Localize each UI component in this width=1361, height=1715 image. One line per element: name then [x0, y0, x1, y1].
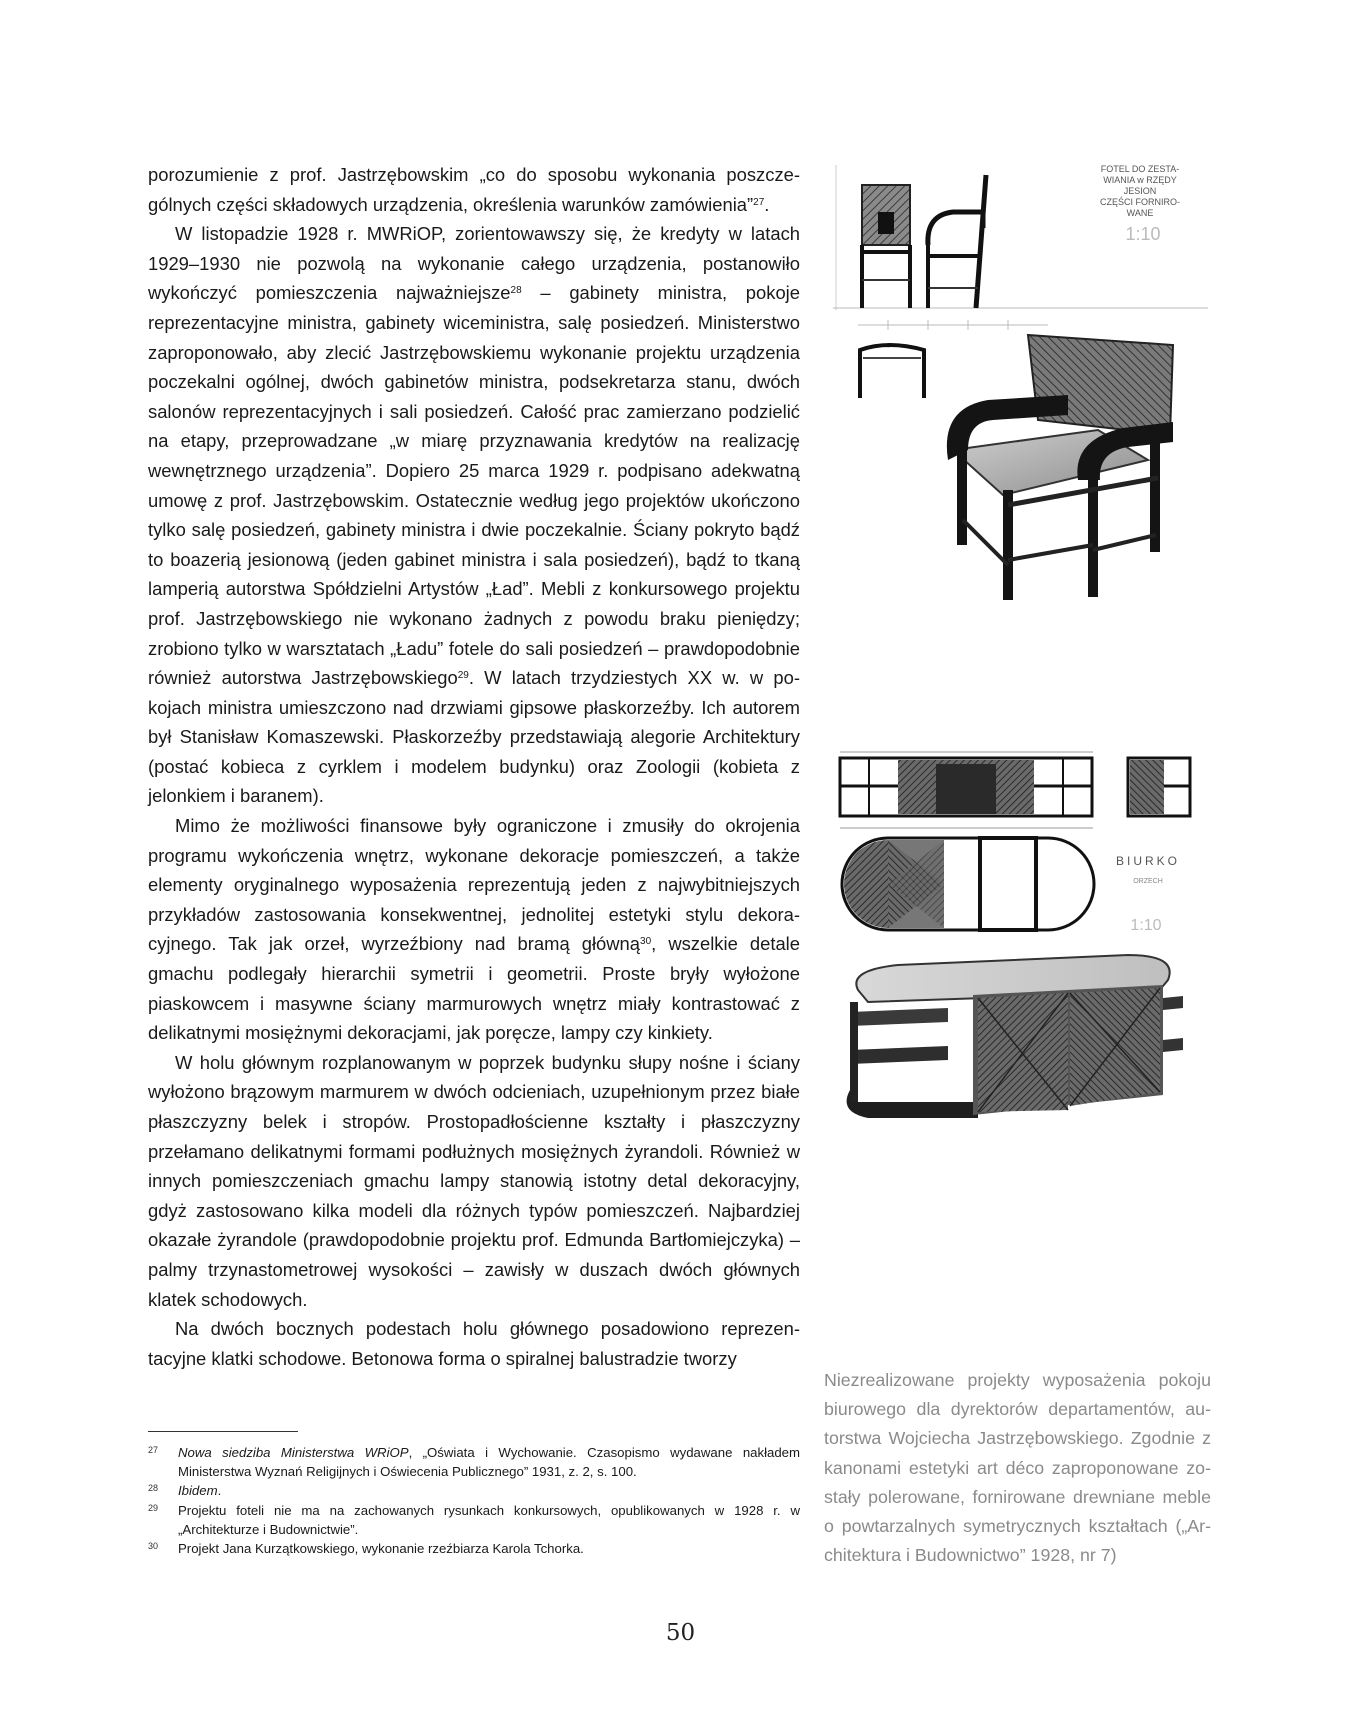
footnote-ref-28[interactable]: 28	[510, 285, 522, 297]
svg-text:ORZECH: ORZECH	[1133, 878, 1163, 885]
armchair-front-view	[862, 185, 910, 308]
footnote-ref-27[interactable]: 27	[753, 196, 765, 208]
paragraph-3: Mimo że możliwości finansowe były ograniczone i zmusiły do okrojenia programu wykończenia wnętrz, wykonane dekoracje pomieszczeń, a także elementy oryginalnego wyposażenia reprezentują jeden z najwybitniejszych przykładów zastosowania konsekwentnej, jednolitej estetyki stylu dekoracyjnego. Tak jak orzeł, wyrzeźbiony nad bramą główną$^{30}$, wszelkie detale gmachu podlegały hierarchii symetrii i geometrii. Proste bryły wyłożone piaskowcem i masywne ściany marmurowych wnętrz miały kontrastować z delikatnymi mosiężnymi dekoracjami, jak poręcze, lampy czy kinkiety.	[148, 815, 800, 1044]
footnote-30: 30 Projekt Jana Kurzątkowskiego, wykonanie rzeźbiarza Karola Tchorka.	[148, 1541, 584, 1557]
svg-text:BIURKO: BIURKO	[1115, 854, 1181, 868]
svg-text:1:10: 1:10	[1130, 917, 1162, 934]
footnote-ref-30[interactable]: 30	[640, 936, 652, 948]
svg-text:WIANIA w RZĘDY: WIANIA w RZĘDY	[1103, 175, 1177, 185]
svg-text:FOTEL DO ZESTA-: FOTEL DO ZESTA-	[1100, 164, 1180, 174]
figure-caption: Niezrealizowane projekty wyposażenia pokoju biurowego dla dyrektorów departamentów, autorstwa Wojciecha Jastrzębowskiego. Zgodnie z kanonami estetyki art déco zaproponowane zostały polerowane, fornirowane drewniane meble o powtarzalnych symetrycznych kształtach („Architektura i Budownictwo” 1928, nr 7)	[824, 1370, 1211, 1566]
desk-front-elevation	[840, 758, 1092, 816]
paragraph-1: porozumienie z prof. Jastrzębowskim „co do sposobu wykonania poszczególnych części składowych urządzenia, określenia warunków zamówienia”$^{27}$.	[148, 164, 800, 215]
svg-text:WANE: WANE	[1126, 208, 1154, 218]
footnote-29: 29 Projektu foteli nie ma na zachowanych rysunkach konkursowych, opublikowanych w 1928 r. w „Architekturze i Budownictwie”.	[148, 1502, 800, 1537]
paragraph-4: W holu głównym rozplanowanym w poprzek budynku słupy nośne i ściany wyłożono brązowym marmurem w dwóch odcieniach, uzupełnionym przez białe płaszczyzny belek i stropów. Prostopadłościenne kształty i płaszczyzny przełamano delikatnymi formami podłużnych mosiężnych żyrandoli. Również w innych pomieszczeniach gmachu lampy stanowią istotny detal dekoracyjny, gdyż zastosowano kilka modeli dla różnych typów pomieszczeń. Najbardziej okazałe żyrandole (prawdopodobnie projektu prof. Edmunda Bartłomiejczyka) – palmy trzynastometrowej wysokości – zawisły w duszach dwóch głównych klatek schodowych.	[148, 1051, 800, 1310]
armchair-side-view	[928, 175, 986, 308]
svg-text:JESION: JESION	[1123, 186, 1157, 196]
footnotes	[148, 1443, 800, 1558]
footnote-separator	[148, 1431, 298, 1432]
armchair-plan-view	[860, 345, 924, 398]
footnote-27: 27 Nowa siedziba Ministerstwa WRiOP, „Oświata i Wychowanie. Czasopismo wydawane nakładem Ministerstwa Wyznań Religijnych i Oświecenia Publicznego” 1931, z. 2, s. 100.	[148, 1445, 800, 1480]
paragraph-5: Na dwóch bocznych podestach holu głównego posadowiono reprezentacyjne klatki schodowe. Betonowa forma o spiralnej balustradzie tworzy	[148, 1318, 800, 1369]
desk-side-elevation	[1128, 758, 1190, 816]
armchair-drawing-figure	[828, 160, 1218, 660]
footnote-28: 28 Ibidem.	[148, 1483, 222, 1499]
desk-perspective-view	[847, 955, 1183, 1118]
page-number: 50	[665, 1620, 696, 1646]
armchair-perspective-view	[947, 335, 1173, 600]
desk-plan-view	[842, 838, 1094, 930]
footnote-ref-29[interactable]: 29	[457, 670, 469, 682]
svg-text:1:10: 1:10	[1125, 224, 1161, 244]
paragraph-2: W listopadzie 1928 r. MWRiOP, zorientowawszy się, że kredyty w latach 1929–1930 nie pozwolą na wykonanie całego urządzenia, postanowiło wykończyć pomieszczenia najważniejsze$^{28}$ – gabinety ministra, pokoje reprezentacyjne ministra, gabinety wiceministra, salę posiedzeń. Ministerstwo zaproponowało, aby zlecić Jastrzębowskiemu wykonanie projektu urządzenia poczekalni ogólnej, dwóch gabinetów ministra, podsekretarza stanu, dwóch salonów reprezentacyjnych i sali posiedzeń. Całość prac zamierzano podzielić na etapy, przeprowadzane „w miarę przyznawania kredytów na realizację wewnętrznego urządzenia”. Dopiero 25 marca 1929 r. podpisano adekwatną umowę z prof. Jastrzębowskim. Ostatecznie według jego projektów ukończono tylko salę posiedzeń, gabinety ministra i dwie poczekalnie. Ściany pokryto bądź to boazerią jesionową (jeden gabinet ministra i sala posiedzeń), bądź to tkaną lamperią autorstwa Spółdzielni Artystów „Ład”. Mebli z konkursowego projektu prof. Jastrzębowskiego nie wykonano żadnych z powodu braku pieniędzy; zrobiono tylko w warsztatach „Ładu” fotele do sali posiedzeń – prawdopodobnie również autorstwa Jastrzębowskiego$^{29}$. W latach trzydziestych XX w. w pokojach ministra umieszczono nad drzwiami gipsowe płaskorzeźby. Ich autorem był Stanisław Komaszewski. Płaskorzeźby przedstawiają alegorie Architektury (postać kobieca z cyrklem i modelem budynku) oraz Zoologii (kobieta z jelonkiem i baranem).	[148, 223, 800, 807]
svg-text:CZĘŚCI FORNIRO-: CZĘŚCI FORNIRO-	[1100, 197, 1180, 207]
desk-drawing-label	[1116, 854, 1180, 934]
main-text-column	[148, 160, 800, 1373]
desk-drawing-figure	[828, 740, 1218, 1220]
armchair-drawing-label	[1100, 164, 1180, 244]
